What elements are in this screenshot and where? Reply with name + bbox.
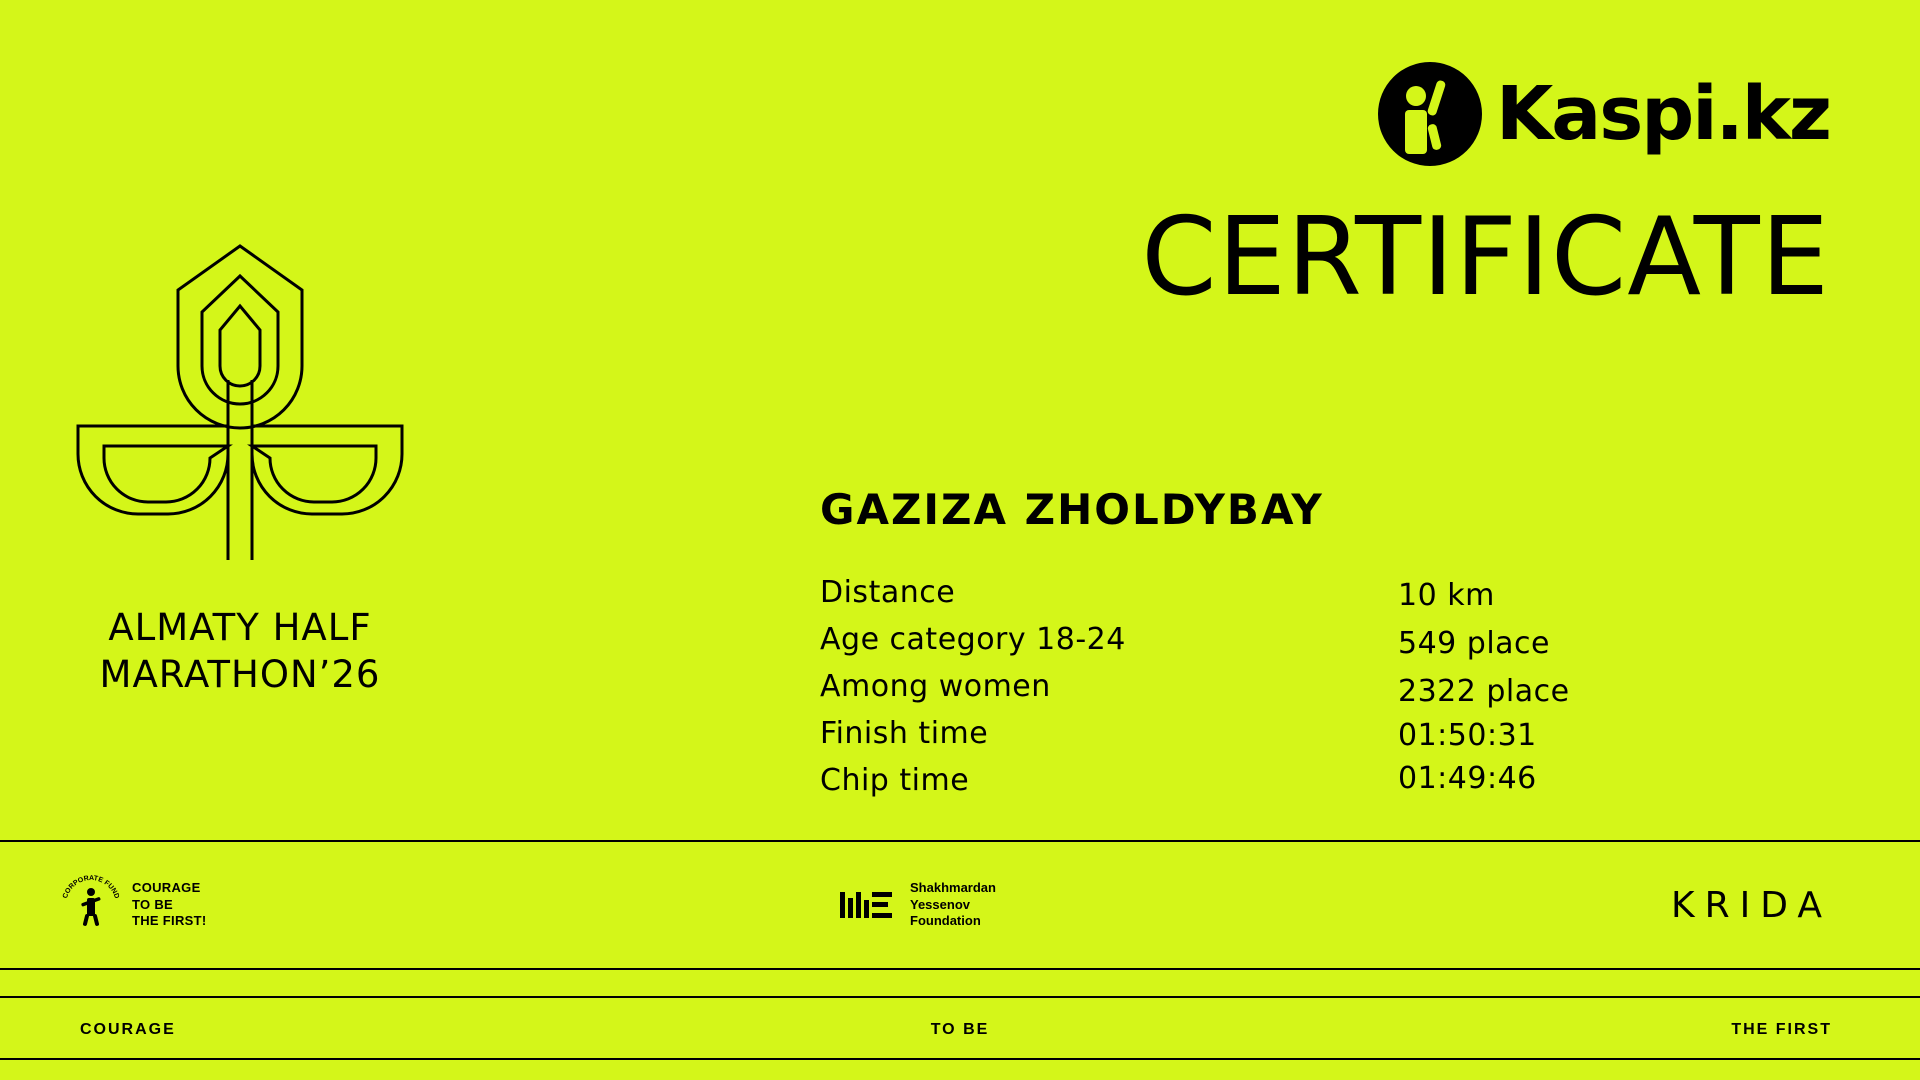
- slogan-strip: [0, 1010, 1920, 1050]
- detail-row: [820, 622, 1780, 661]
- yessenov-line-3: Foundation: [910, 913, 981, 929]
- yessenov-line-2: Yessenov: [910, 896, 970, 912]
- sponsor-yessenov-foundation: [838, 880, 996, 931]
- detail-row: [820, 669, 1780, 709]
- detail-label: Age category 18-24: [820, 622, 1126, 657]
- sponsor-corporate-fund: [60, 874, 207, 936]
- yessenov-mark-icon: [838, 888, 900, 922]
- kaspi-mark-icon: [1378, 62, 1482, 166]
- detail-value: 10 km: [1398, 578, 1495, 613]
- corporate-fund-icon: [60, 874, 122, 936]
- divider-mid: [0, 968, 1920, 970]
- slogan-right: THE FIRST: [1731, 1021, 1832, 1038]
- corporate-fund-line-2: TO BE: [132, 896, 173, 912]
- emblem-title: [60, 604, 420, 699]
- detail-label: Among women: [820, 669, 1051, 704]
- yessenov-text: [910, 880, 996, 931]
- slogan-left: COURAGE: [80, 1021, 176, 1038]
- detail-label: Finish time: [820, 716, 989, 751]
- corporate-fund-text: [132, 880, 207, 930]
- page-title: CERTIFICATE: [1141, 195, 1830, 320]
- corporate-fund-line-1: COURAGE: [132, 880, 201, 896]
- detail-row: [820, 575, 1780, 613]
- corporate-fund-mark-icon: [60, 874, 122, 936]
- detail-row: [820, 763, 1780, 798]
- corporate-fund-line-3: THE FIRST!: [132, 913, 207, 929]
- kaspi-logo: [1378, 62, 1830, 166]
- result-details: [820, 575, 1780, 810]
- yessenov-line-1: Shakhmardan: [910, 879, 996, 895]
- detail-label: Chip time: [820, 763, 970, 798]
- detail-row: [820, 716, 1780, 751]
- event-emblem: [60, 230, 440, 699]
- detail-value: 549 place: [1398, 626, 1551, 661]
- detail-value: 2322 place: [1398, 674, 1570, 709]
- detail-value: 01:49:46: [1398, 761, 1537, 796]
- svg-text:CORPORATE FUND: CORPORATE FUND: [61, 874, 121, 900]
- sponsor-band: [0, 842, 1920, 968]
- tulip-emblem-icon: [60, 230, 420, 570]
- detail-value: 01:50:31: [1398, 718, 1537, 753]
- slogan-center: TO BE: [930, 1021, 990, 1038]
- emblem-title-line-2: MARATHON’26: [99, 653, 381, 697]
- divider-bottom: [0, 1058, 1920, 1060]
- detail-label: Distance: [820, 575, 956, 610]
- kaspi-wordmark: Kaspi.kz: [1495, 71, 1830, 157]
- athlete-name: GAZIZA ZHOLDYBAY: [820, 485, 1324, 534]
- divider-mid-2: [0, 996, 1920, 998]
- emblem-title-line-1: ALMATY HALF: [108, 606, 372, 649]
- sponsor-krida: KRIDA: [1671, 884, 1832, 926]
